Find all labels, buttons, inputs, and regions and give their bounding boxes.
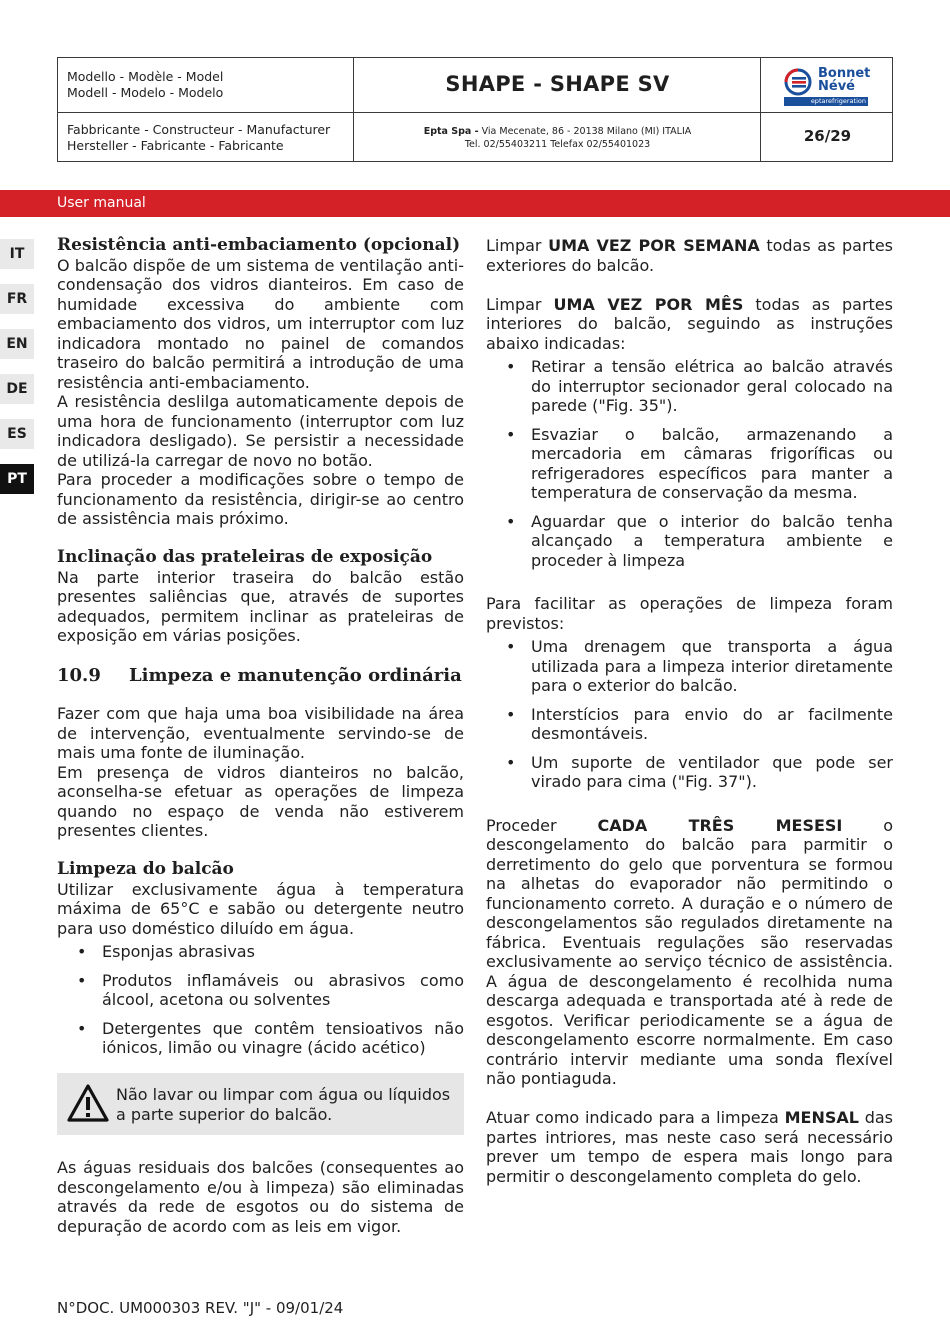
header-divider	[58, 112, 892, 113]
text-span: todas as partes interiores do balcão, seguindo as instruções abaixo indicadas:	[486, 294, 893, 353]
emphasis-weekly: UMA VEZ POR SEMANA	[548, 236, 760, 255]
page-number: 26/29	[803, 127, 852, 145]
manufacturer-label-line: Fabbricante - Constructeur - Manufacturer	[67, 122, 331, 137]
text-span: Proceder	[486, 815, 598, 835]
manufacturer-info	[354, 125, 761, 151]
left-column-middle	[57, 704, 464, 1058]
emphasis-quarterly: CADA TRÊS MESESI	[597, 815, 843, 835]
document-header-table	[57, 57, 893, 162]
paragraph-defrost-monthly	[486, 1108, 893, 1186]
paragraph: Para proceder a modificações sobre o tempo de funcionamento da resistência, dirigir-se ao centro de assistência mais próximo.	[57, 470, 464, 528]
paragraph: O balcão dispõe de um sistema de ventilação anti-condensação dos vidros dianteiros. Em caso de humidade excessiva do ambiente com embaciamento dos vidros, um interruptor com luz indicadora montado no painel de comandos traseiro do balcão permitirá a introdução de uma resistência anti-embaciamento.	[57, 255, 464, 392]
text-span: todas as partes exteriores do balcão.	[486, 236, 894, 275]
section-band	[0, 190, 950, 217]
lang-tab-es[interactable]: ES	[0, 419, 34, 449]
warning-triangle-icon	[66, 1083, 110, 1123]
paragraph: Na parte interior traseira do balcão estão presentes saliências que, através de suportes adequados, permitem inclinar as prateleiras de exposição em várias posições.	[57, 567, 464, 645]
list-item: • Esponjas abrasivas	[57, 942, 464, 962]
paragraph: Em presença de vidros dianteiros no balcão, aconselha-se efetuar as operações de limpeza quando no espaço de venda não estiverem presentes clientes.	[57, 762, 464, 840]
lang-tab-it[interactable]: IT	[0, 239, 34, 269]
paragraph-weekly	[486, 236, 893, 275]
model-title: SHAPE - SHAPE SV	[445, 72, 670, 96]
logo-subtext: eptarefrigeration	[784, 97, 868, 106]
lang-tab-fr[interactable]: FR	[0, 284, 34, 314]
manufacturer-phone: Tel. 02/55403211 Telefax 02/55401023	[464, 139, 651, 150]
warning-box	[57, 1073, 464, 1135]
manufacturer-address: Via Mecenate, 86 - 20138 Milano (MI) ITALIA	[478, 126, 692, 137]
list-item: • Interstícios para envio do ar facilmente desmontáveis.	[486, 705, 893, 744]
warning-text: Não lavar ou limpar com água ou líquidos a parte superior do balcão.	[116, 1085, 451, 1124]
manufacturer-label	[67, 122, 330, 154]
heading-shelf-tilt: Inclinação das prateleiras de exposição	[57, 547, 433, 567]
document-footer: N°DOC. UM000303 REV. "J" - 09/01/24	[57, 1299, 344, 1317]
paragraph-monthly	[486, 295, 893, 354]
avoid-list	[57, 942, 464, 1058]
cleaning-aids-list	[486, 637, 893, 792]
heading-counter-cleaning: Limpeza do balcão	[57, 859, 234, 879]
bonnet-neve-logo-icon	[780, 65, 880, 107]
list-item: • Retirar a tensão elétrica ao balcão através do interruptor secionador geral colocado na parede ("Fig. 35").	[486, 357, 893, 416]
emphasis-monthly-ref: MENSAL	[784, 1108, 859, 1127]
text-span: Atuar como indicado para a limpeza	[486, 1108, 785, 1127]
paragraph: A resistência deslilga automaticamente depois de uma hora de funcionamento (interruptor com luz indicadora desligado). Se persistir a necessidade de utilizá-la carregar de novo no botão.	[57, 392, 464, 470]
list-item: • Detergentes que contêm tensioativos não iónicos, limão ou vinagre (ácido acético)	[57, 1019, 464, 1058]
paragraph-defrost	[486, 816, 893, 1089]
logo-mark-icon	[780, 67, 816, 97]
text-span: das partes intriores, mas neste caso será necessário prever um tempo de espera mais longo para permitir o descongelamento completa do gelo.	[486, 1108, 894, 1186]
text-span: Limpar	[486, 294, 554, 314]
text-span: Limpar	[486, 236, 549, 255]
left-column-bottom	[57, 1158, 464, 1236]
heading-anti-fog: Resistência anti-embaciamento (opcional)	[57, 235, 461, 255]
emphasis-monthly: UMA VEZ POR MÊS	[553, 294, 744, 314]
lang-tab-en[interactable]: EN	[0, 329, 34, 359]
logo-text: Bonnet	[818, 66, 871, 81]
paragraph: Fazer com que haja uma boa visibilidade na área de intervenção, eventualmente servindo-se de mais uma fonte de iluminação.	[57, 704, 464, 762]
lang-tab-pt[interactable]: PT	[0, 464, 34, 494]
manufacturer-name: Epta Spa -	[423, 126, 479, 137]
paragraph: Para facilitar as operações de limpeza foram previstos:	[486, 594, 893, 633]
paragraph: As águas residuais dos balcões (consequentes ao descongelamento e/ou à limpeza) são eliminadas através da rede de esgotos ou do sistema de depuração de acordo com as leis em vigor.	[57, 1158, 464, 1236]
section-heading	[57, 665, 464, 689]
model-label	[67, 69, 223, 101]
section-title: Limpeza e manutenção ordinária	[129, 665, 462, 686]
text-span: o descongelamento do balcão para parmitir o derretimento do gelo que porventura se formou na alhetas do evaporador não permitindo o funcionamento correto. A duração e o número de descongelamentos são regulados diretamente na fábrica. Eventuais regulações são reservadas exclusivamente ao serviço técnico de assistência. A água de descongelamento é recolhida numa descarga adequada e transportada até à rede de esgotos. Verificar periodicamente se a água de descongelamento escorre normalmente. Em caso contrário intervir mediante uma sonda flexível não pontiaguda.	[486, 815, 894, 1088]
right-column	[486, 236, 893, 1186]
manufacturer-label-line: Hersteller - Fabricante - Fabricante	[67, 138, 284, 153]
monthly-steps-list	[486, 357, 893, 570]
model-label-line: Modell - Modelo - Modelo	[67, 85, 224, 100]
section-number: 10.9	[57, 665, 101, 686]
list-item: • Esvaziar o balcão, armazenando a mercadoria em câmaras frigoríficas ou refrigeradores específicos para manter a temperatura de conservação da mesma.	[486, 425, 893, 503]
lang-tab-de[interactable]: DE	[0, 374, 34, 404]
band-label: User manual	[57, 195, 146, 211]
list-item: • Aguardar que o interior do balcão tenha alcançado a temperatura ambiente e proceder à limpeza	[486, 512, 893, 571]
logo-text: Névé	[818, 79, 855, 94]
model-label-line: Modello - Modèle - Model	[67, 69, 224, 84]
list-item: • Uma drenagem que transporta a água utilizada para a limpeza interior diretamente para o exterior do balcão.	[486, 637, 893, 696]
left-column-top	[57, 236, 464, 646]
list-item: • Um suporte de ventilador que pode ser virado para cima ("Fig. 37").	[486, 753, 893, 792]
list-item: • Produtos inflamáveis ou abrasivos como álcool, acetona ou solventes	[57, 971, 464, 1010]
paragraph: Utilizar exclusivamente água à temperatura máxima de 65°C e sabão ou detergente neutro para uso doméstico diluído em água.	[57, 879, 464, 938]
